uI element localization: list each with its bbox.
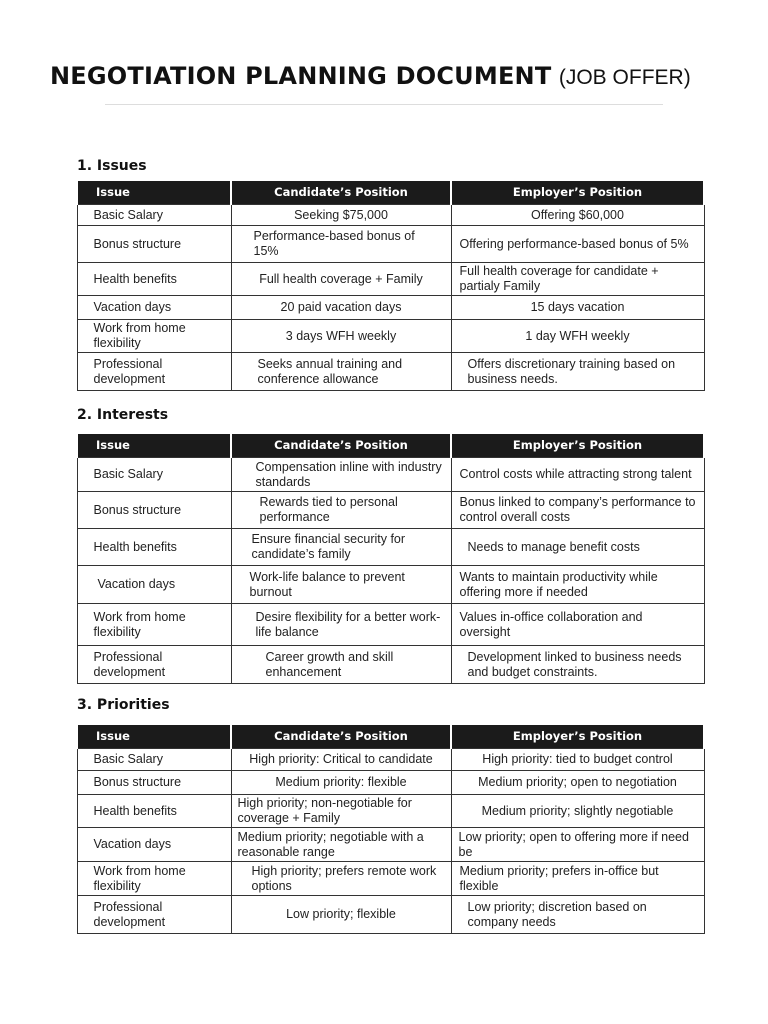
candidate-cell: 20 paid vacation days: [231, 296, 451, 320]
employer-cell: Low priority; discretion based on company needs: [451, 896, 704, 934]
candidate-cell: 3 days WFH weekly: [231, 320, 451, 353]
title-divider: [105, 104, 663, 105]
candidate-cell: Performance-based bonus of 15%: [231, 226, 451, 263]
table-row: [77, 862, 704, 896]
table-row: [77, 566, 704, 604]
candidate-cell: Medium priority: flexible: [231, 771, 451, 795]
table-row: [77, 749, 704, 771]
issue-cell: Basic Salary: [77, 458, 231, 492]
table-row: [77, 896, 704, 934]
issue-cell: Health benefits: [77, 529, 231, 566]
issue-cell: Vacation days: [77, 566, 231, 604]
issue-cell: Work from home flexibility: [77, 604, 231, 646]
employer-cell: 1 day WFH weekly: [451, 320, 704, 353]
column-header-employer: Employer’s Position: [451, 434, 704, 458]
employer-cell: Medium priority; slightly negotiable: [451, 795, 704, 828]
issue-cell: Basic Salary: [77, 749, 231, 771]
priorities-table: [76, 725, 705, 934]
candidate-cell: Medium priority; negotiable with a reasonable range: [231, 828, 451, 862]
section-heading-interests: 2. Interests: [77, 407, 169, 423]
candidate-cell: High priority: Critical to candidate: [231, 749, 451, 771]
candidate-cell: Rewards tied to personal performance: [231, 492, 451, 529]
employer-cell: 15 days vacation: [451, 296, 704, 320]
table-row: [77, 320, 704, 353]
candidate-cell: Career growth and skill enhancement: [231, 646, 451, 684]
issue-cell: Work from home flexibility: [77, 862, 231, 896]
column-header-issue: Issue: [77, 725, 231, 749]
issue-cell: Vacation days: [77, 296, 231, 320]
table-header-row: [77, 434, 704, 458]
section-heading-priorities: 3. Priorities: [77, 697, 170, 713]
employer-cell: Medium priority; open to negotiation: [451, 771, 704, 795]
employer-cell: Control costs while attracting strong talent: [451, 458, 704, 492]
employer-cell: Needs to manage benefit costs: [451, 529, 704, 566]
employer-cell: Offering $60,000: [451, 205, 704, 226]
employer-cell: High priority: tied to budget control: [451, 749, 704, 771]
candidate-cell: Seeks annual training and conference allowance: [231, 353, 451, 391]
title-main: NEGOTIATION PLANNING DOCUMENT: [50, 62, 552, 90]
column-header-issue: Issue: [77, 434, 231, 458]
issues-table: [76, 181, 705, 391]
candidate-cell: Compensation inline with industry standards: [231, 458, 451, 492]
table-row: [77, 771, 704, 795]
column-header-employer: Employer’s Position: [451, 725, 704, 749]
issue-cell: Bonus structure: [77, 226, 231, 263]
table-row: [77, 492, 704, 529]
issue-cell: Bonus structure: [77, 771, 231, 795]
column-header-candidate: Candidate’s Position: [231, 434, 451, 458]
employer-cell: Wants to maintain productivity while offering more if needed: [451, 566, 704, 604]
issue-cell: Basic Salary: [77, 205, 231, 226]
issue-cell: Vacation days: [77, 828, 231, 862]
candidate-cell: High priority; non-negotiable for coverage + Family: [231, 795, 451, 828]
candidate-cell: Desire flexibility for a better work-life balance: [231, 604, 451, 646]
section-heading-issues: 1. Issues: [77, 158, 147, 174]
table-row: [77, 646, 704, 684]
candidate-cell: Full health coverage + Family: [231, 263, 451, 296]
issue-cell: Professional development: [77, 646, 231, 684]
table-row: [77, 353, 704, 391]
candidate-cell: Ensure financial security for candidate’s family: [231, 529, 451, 566]
title-sub: (JOB OFFER): [558, 66, 691, 89]
employer-cell: Offering performance-based bonus of 5%: [451, 226, 704, 263]
employer-cell: Offers discretionary training based on business needs.: [451, 353, 704, 391]
table-row: [77, 604, 704, 646]
employer-cell: Bonus linked to company’s performance to control overall costs: [451, 492, 704, 529]
table-row: [77, 529, 704, 566]
table-row: [77, 828, 704, 862]
issue-cell: Work from home flexibility: [77, 320, 231, 353]
table-row: [77, 296, 704, 320]
issue-cell: Health benefits: [77, 795, 231, 828]
issue-cell: Health benefits: [77, 263, 231, 296]
issue-cell: Bonus structure: [77, 492, 231, 529]
employer-cell: Values in-office collaboration and oversight: [451, 604, 704, 646]
table-header-row: [77, 181, 704, 205]
employer-cell: Medium priority; prefers in-office but flexible: [451, 862, 704, 896]
table-row: [77, 458, 704, 492]
interests-table: [76, 434, 705, 684]
column-header-employer: Employer’s Position: [451, 181, 704, 205]
table-row: [77, 226, 704, 263]
column-header-candidate: Candidate’s Position: [231, 181, 451, 205]
employer-cell: Development linked to business needs and budget constraints.: [451, 646, 704, 684]
candidate-cell: High priority; prefers remote work options: [231, 862, 451, 896]
candidate-cell: Seeking $75,000: [231, 205, 451, 226]
table-header-row: [77, 725, 704, 749]
issue-cell: Professional development: [77, 353, 231, 391]
table-row: [77, 795, 704, 828]
candidate-cell: Low priority; flexible: [231, 896, 451, 934]
employer-cell: Low priority; open to offering more if need be: [451, 828, 704, 862]
column-header-issue: Issue: [77, 181, 231, 205]
issue-cell: Professional development: [77, 896, 231, 934]
employer-cell: Full health coverage for candidate + partialy Family: [451, 263, 704, 296]
column-header-candidate: Candidate’s Position: [231, 725, 451, 749]
table-row: [77, 205, 704, 226]
table-row: [77, 263, 704, 296]
candidate-cell: Work-life balance to prevent burnout: [231, 566, 451, 604]
page-title: [50, 62, 691, 90]
